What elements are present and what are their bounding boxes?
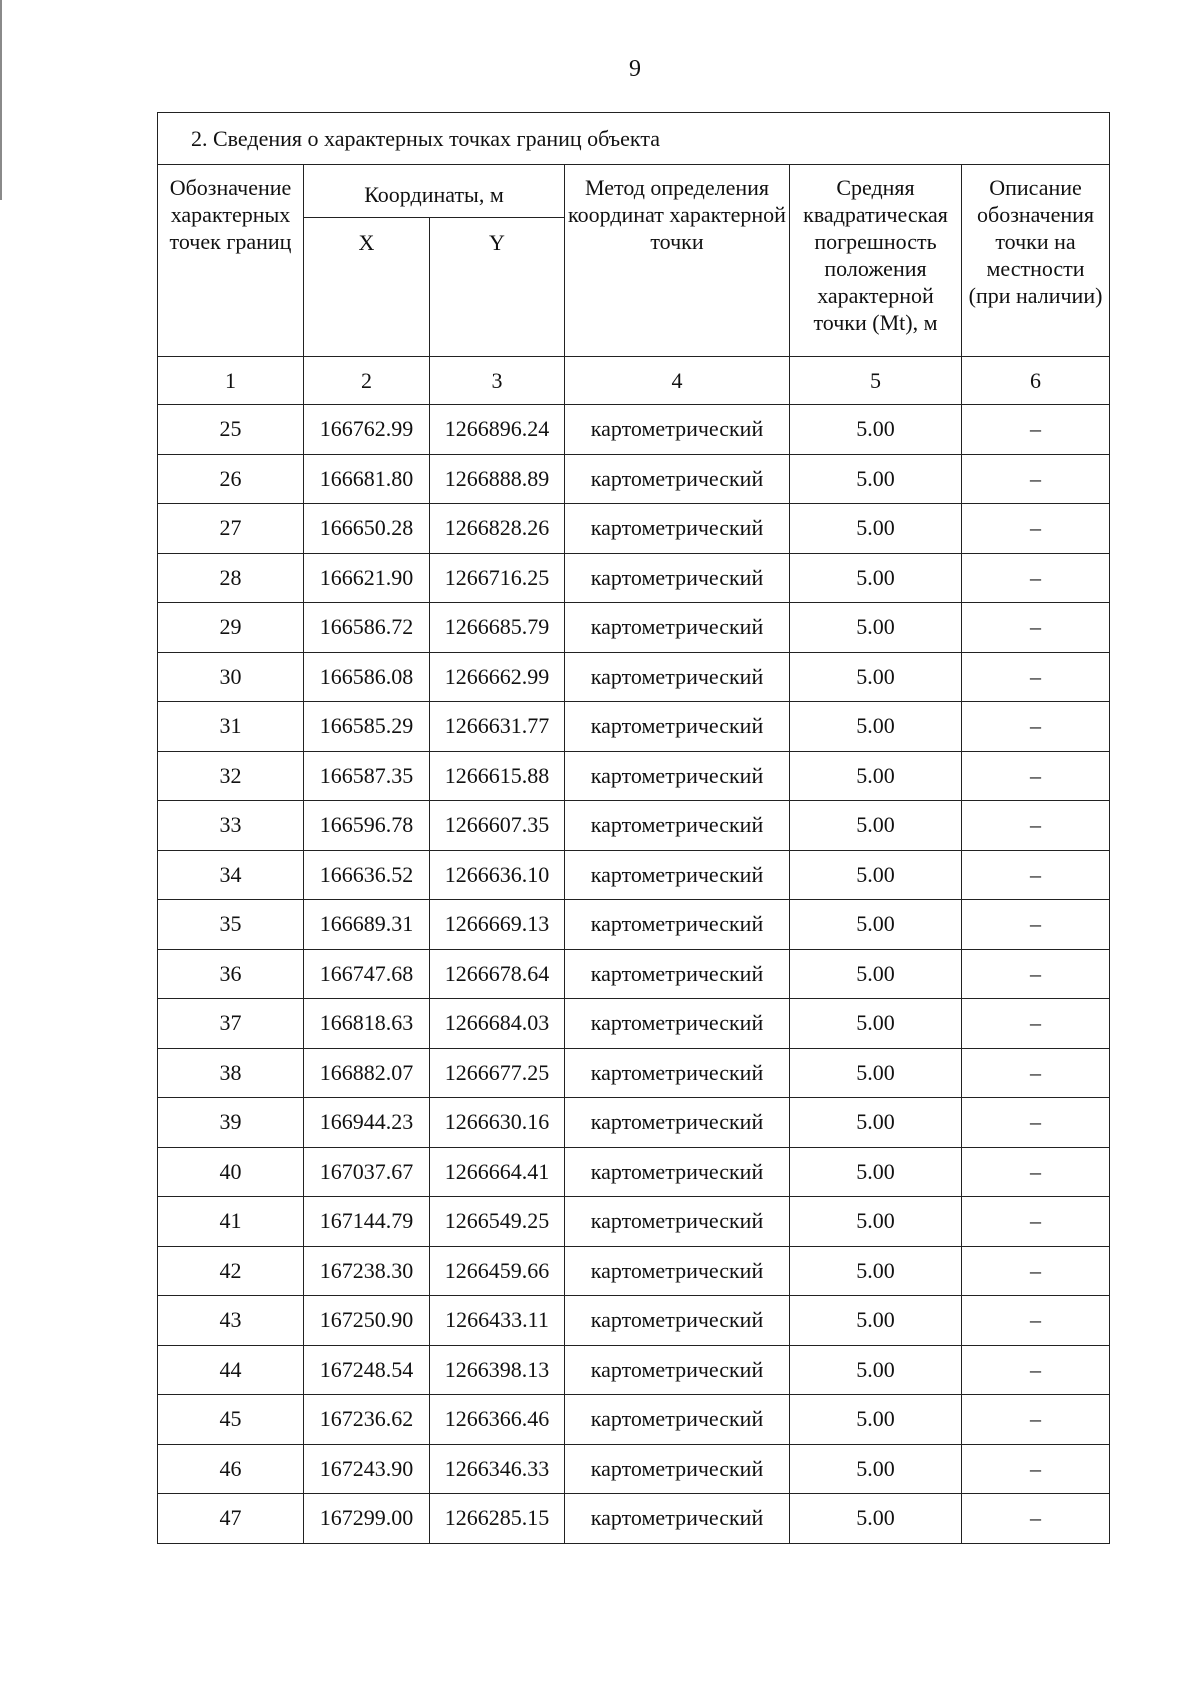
point-id-cell: 39 [158, 1098, 304, 1148]
description-cell: – [962, 1098, 1110, 1148]
description-cell: – [962, 1444, 1110, 1494]
y-coordinate-cell: 1266828.26 [430, 504, 565, 554]
point-id-cell: 41 [158, 1197, 304, 1247]
method-cell: картометрический [565, 1147, 790, 1197]
description-cell: – [962, 1048, 1110, 1098]
point-id-cell: 26 [158, 454, 304, 504]
scan-edge-line [0, 0, 2, 200]
method-cell: картометрический [565, 900, 790, 950]
table-row [158, 1098, 1110, 1148]
point-id-cell: 27 [158, 504, 304, 554]
table-row [158, 553, 1110, 603]
table-row [158, 504, 1110, 554]
x-coordinate-cell: 166586.72 [304, 603, 430, 653]
method-cell: картометрический [565, 1197, 790, 1247]
method-cell: картометрический [565, 1246, 790, 1296]
mean-error-cell: 5.00 [790, 1246, 962, 1296]
table-row [158, 454, 1110, 504]
x-coordinate-cell: 167144.79 [304, 1197, 430, 1247]
description-cell: – [962, 801, 1110, 851]
description-cell: – [962, 1147, 1110, 1197]
column-number: 1 [158, 357, 304, 405]
y-coordinate-cell: 1266549.25 [430, 1197, 565, 1247]
x-coordinate-cell: 166747.68 [304, 949, 430, 999]
x-coordinate-cell: 166587.35 [304, 751, 430, 801]
table-row [158, 1494, 1110, 1544]
point-id-cell: 36 [158, 949, 304, 999]
mean-error-cell: 5.00 [790, 751, 962, 801]
description-cell: – [962, 405, 1110, 455]
method-cell: картометрический [565, 405, 790, 455]
y-coordinate-cell: 1266896.24 [430, 405, 565, 455]
y-coordinate-cell: 1266716.25 [430, 553, 565, 603]
column-number: 5 [790, 357, 962, 405]
x-coordinate-cell: 166585.29 [304, 702, 430, 752]
point-id-cell: 47 [158, 1494, 304, 1544]
description-cell: – [962, 751, 1110, 801]
column-numbers-row [158, 357, 1110, 405]
header-point-designation: Обозначение характерных точек границ [158, 165, 304, 357]
point-id-cell: 38 [158, 1048, 304, 1098]
description-cell: – [962, 1197, 1110, 1247]
table-row [158, 1147, 1110, 1197]
table-row [158, 801, 1110, 851]
y-coordinate-cell: 1266677.25 [430, 1048, 565, 1098]
mean-error-cell: 5.00 [790, 1197, 962, 1247]
method-cell: картометрический [565, 603, 790, 653]
method-cell: картометрический [565, 1444, 790, 1494]
mean-error-cell: 5.00 [790, 1345, 962, 1395]
point-id-cell: 30 [158, 652, 304, 702]
table-row [158, 751, 1110, 801]
header-mean-error: Средняя квадратическая погрешность положения характерной точки (Mt), м [790, 165, 962, 357]
header-y: Y [430, 218, 565, 357]
y-coordinate-cell: 1266631.77 [430, 702, 565, 752]
description-cell: – [962, 553, 1110, 603]
header-method: Метод определения координат характерной точки [565, 165, 790, 357]
table-row [158, 1444, 1110, 1494]
y-coordinate-cell: 1266888.89 [430, 454, 565, 504]
y-coordinate-cell: 1266366.46 [430, 1395, 565, 1445]
mean-error-cell: 5.00 [790, 1494, 962, 1544]
x-coordinate-cell: 166636.52 [304, 850, 430, 900]
y-coordinate-cell: 1266630.16 [430, 1098, 565, 1148]
y-coordinate-cell: 1266398.13 [430, 1345, 565, 1395]
x-coordinate-cell: 167236.62 [304, 1395, 430, 1445]
point-id-cell: 35 [158, 900, 304, 950]
method-cell: картометрический [565, 702, 790, 752]
x-coordinate-cell: 166818.63 [304, 999, 430, 1049]
method-cell: картометрический [565, 1345, 790, 1395]
point-id-cell: 40 [158, 1147, 304, 1197]
description-cell: – [962, 603, 1110, 653]
y-coordinate-cell: 1266346.33 [430, 1444, 565, 1494]
column-number: 3 [430, 357, 565, 405]
description-cell: – [962, 1296, 1110, 1346]
description-cell: – [962, 652, 1110, 702]
point-id-cell: 32 [158, 751, 304, 801]
point-id-cell: 45 [158, 1395, 304, 1445]
x-coordinate-cell: 167238.30 [304, 1246, 430, 1296]
table-row [158, 1197, 1110, 1247]
x-coordinate-cell: 166596.78 [304, 801, 430, 851]
method-cell: картометрический [565, 652, 790, 702]
x-coordinate-cell: 167037.67 [304, 1147, 430, 1197]
x-coordinate-cell: 167299.00 [304, 1494, 430, 1544]
description-cell: – [962, 504, 1110, 554]
table-row [158, 999, 1110, 1049]
point-id-cell: 43 [158, 1296, 304, 1346]
table-row [158, 900, 1110, 950]
column-number: 4 [565, 357, 790, 405]
method-cell: картометрический [565, 949, 790, 999]
mean-error-cell: 5.00 [790, 1147, 962, 1197]
table-row [158, 652, 1110, 702]
method-cell: картометрический [565, 1098, 790, 1148]
method-cell: картометрический [565, 1395, 790, 1445]
table-caption: 2. Сведения о характерных точках границ объекта [158, 113, 1110, 165]
method-cell: картометрический [565, 801, 790, 851]
y-coordinate-cell: 1266684.03 [430, 999, 565, 1049]
mean-error-cell: 5.00 [790, 1048, 962, 1098]
x-coordinate-cell: 167248.54 [304, 1345, 430, 1395]
x-coordinate-cell: 166944.23 [304, 1098, 430, 1148]
point-id-cell: 29 [158, 603, 304, 653]
method-cell: картометрический [565, 850, 790, 900]
y-coordinate-cell: 1266285.15 [430, 1494, 565, 1544]
mean-error-cell: 5.00 [790, 1395, 962, 1445]
x-coordinate-cell: 166650.28 [304, 504, 430, 554]
x-coordinate-cell: 166689.31 [304, 900, 430, 950]
page-number: 9 [629, 56, 641, 82]
y-coordinate-cell: 1266636.10 [430, 850, 565, 900]
y-coordinate-cell: 1266662.99 [430, 652, 565, 702]
method-cell: картометрический [565, 454, 790, 504]
y-coordinate-cell: 1266615.88 [430, 751, 565, 801]
mean-error-cell: 5.00 [790, 900, 962, 950]
x-coordinate-cell: 166882.07 [304, 1048, 430, 1098]
table-row [158, 949, 1110, 999]
mean-error-cell: 5.00 [790, 702, 962, 752]
description-cell: – [962, 850, 1110, 900]
description-cell: – [962, 949, 1110, 999]
y-coordinate-cell: 1266678.64 [430, 949, 565, 999]
header-coordinates: Координаты, м [304, 165, 565, 218]
table-row [158, 1296, 1110, 1346]
point-id-cell: 46 [158, 1444, 304, 1494]
point-id-cell: 44 [158, 1345, 304, 1395]
method-cell: картометрический [565, 504, 790, 554]
description-cell: – [962, 1395, 1110, 1445]
point-id-cell: 37 [158, 999, 304, 1049]
point-id-cell: 33 [158, 801, 304, 851]
y-coordinate-cell: 1266433.11 [430, 1296, 565, 1346]
boundary-points-table [157, 112, 1110, 1544]
description-cell: – [962, 454, 1110, 504]
x-coordinate-cell: 166762.99 [304, 405, 430, 455]
description-cell: – [962, 900, 1110, 950]
description-cell: – [962, 1246, 1110, 1296]
table-row [158, 1246, 1110, 1296]
y-coordinate-cell: 1266685.79 [430, 603, 565, 653]
mean-error-cell: 5.00 [790, 405, 962, 455]
mean-error-cell: 5.00 [790, 652, 962, 702]
method-cell: картометрический [565, 999, 790, 1049]
header-x: X [304, 218, 430, 357]
y-coordinate-cell: 1266669.13 [430, 900, 565, 950]
description-cell: – [962, 1345, 1110, 1395]
point-id-cell: 34 [158, 850, 304, 900]
mean-error-cell: 5.00 [790, 1444, 962, 1494]
table-row [158, 702, 1110, 752]
method-cell: картометрический [565, 1494, 790, 1544]
mean-error-cell: 5.00 [790, 1098, 962, 1148]
mean-error-cell: 5.00 [790, 454, 962, 504]
table-row [158, 850, 1110, 900]
x-coordinate-cell: 167243.90 [304, 1444, 430, 1494]
point-id-cell: 28 [158, 553, 304, 603]
point-id-cell: 25 [158, 405, 304, 455]
table-row [158, 405, 1110, 455]
y-coordinate-cell: 1266664.41 [430, 1147, 565, 1197]
x-coordinate-cell: 167250.90 [304, 1296, 430, 1346]
mean-error-cell: 5.00 [790, 553, 962, 603]
mean-error-cell: 5.00 [790, 1296, 962, 1346]
x-coordinate-cell: 166586.08 [304, 652, 430, 702]
table-row [158, 1345, 1110, 1395]
column-number: 2 [304, 357, 430, 405]
mean-error-cell: 5.00 [790, 999, 962, 1049]
description-cell: – [962, 1494, 1110, 1544]
x-coordinate-cell: 166681.80 [304, 454, 430, 504]
method-cell: картометрический [565, 1296, 790, 1346]
table-body [158, 405, 1110, 1544]
table-row [158, 603, 1110, 653]
mean-error-cell: 5.00 [790, 603, 962, 653]
mean-error-cell: 5.00 [790, 949, 962, 999]
table-row [158, 1048, 1110, 1098]
method-cell: картометрический [565, 751, 790, 801]
point-id-cell: 31 [158, 702, 304, 752]
y-coordinate-cell: 1266607.35 [430, 801, 565, 851]
description-cell: – [962, 999, 1110, 1049]
mean-error-cell: 5.00 [790, 850, 962, 900]
mean-error-cell: 5.00 [790, 801, 962, 851]
column-number: 6 [962, 357, 1110, 405]
y-coordinate-cell: 1266459.66 [430, 1246, 565, 1296]
header-description: Описание обозначения точки на местности (при наличии) [962, 165, 1110, 357]
method-cell: картометрический [565, 553, 790, 603]
x-coordinate-cell: 166621.90 [304, 553, 430, 603]
table-row [158, 1395, 1110, 1445]
mean-error-cell: 5.00 [790, 504, 962, 554]
method-cell: картометрический [565, 1048, 790, 1098]
description-cell: – [962, 702, 1110, 752]
point-id-cell: 42 [158, 1246, 304, 1296]
